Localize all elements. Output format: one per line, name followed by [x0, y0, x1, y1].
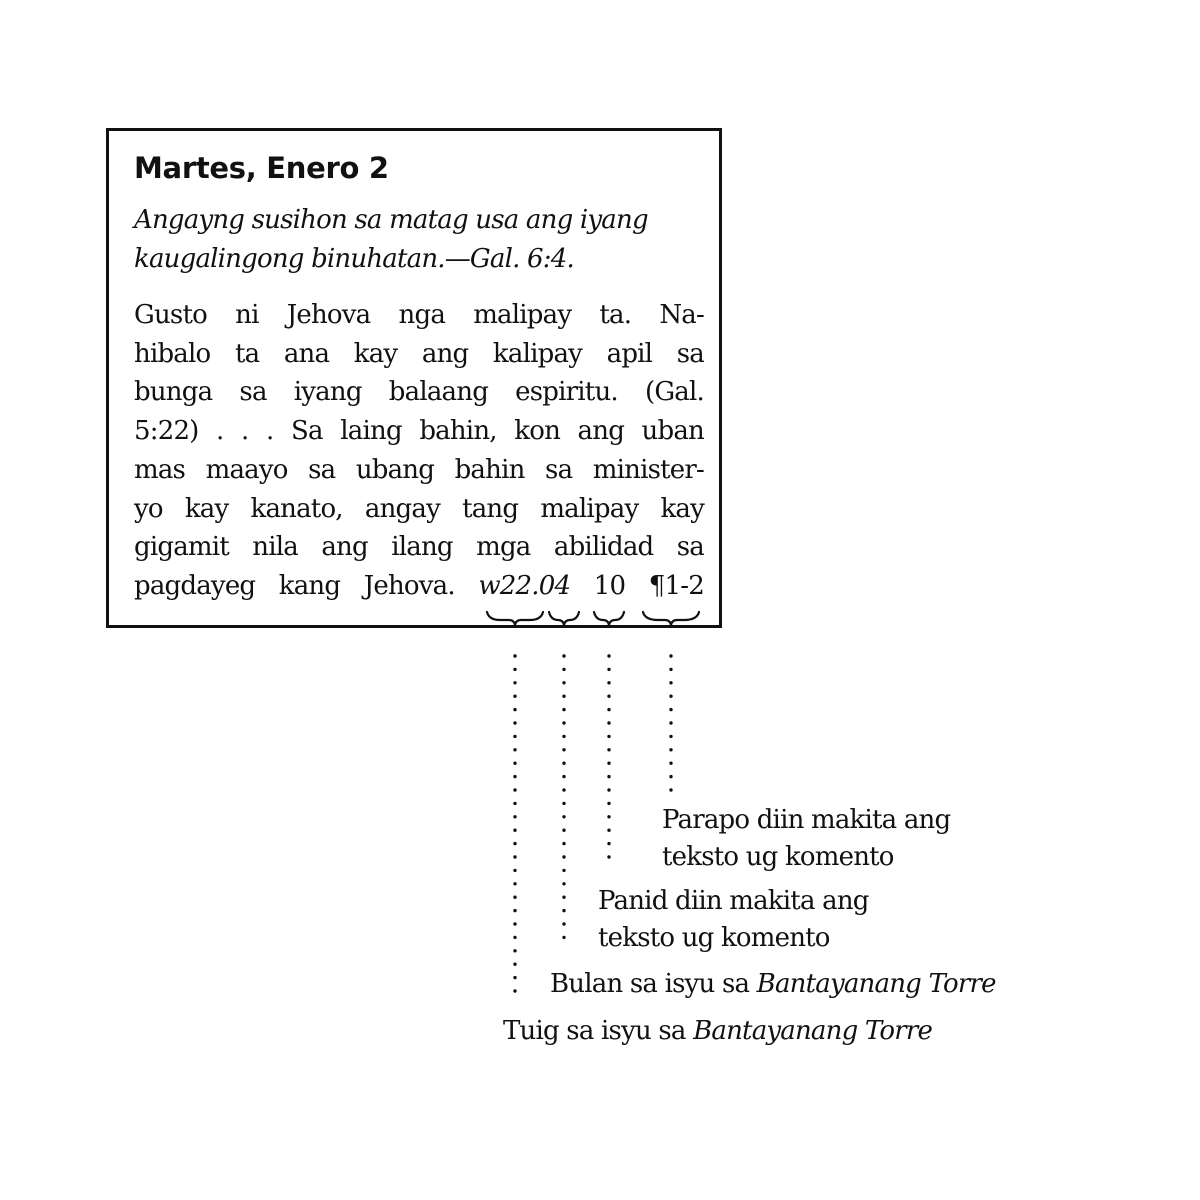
label-month-magazine: Bantayanang Torre	[756, 969, 996, 999]
comment-line: gigamit nila ang ilang mga abilidad sa	[134, 532, 704, 563]
label-paragraph-line2: teksto ug komento	[662, 842, 894, 872]
comment-text	[134, 296, 704, 606]
label-paragraph	[662, 802, 950, 876]
theme-scripture	[134, 201, 704, 279]
label-paragraph-line1: Parapo diin makita ang	[662, 805, 951, 835]
label-page	[598, 883, 869, 957]
comment-line: 5:22) . . . Sa laing bahin, kon ang uban	[134, 416, 704, 447]
label-page-line2: teksto ug komento	[598, 923, 830, 953]
comment-last-line	[134, 567, 704, 606]
comment-line-end: pagdayeg kang Jehova.	[134, 570, 455, 601]
date-heading: Martes, Enero 2	[134, 151, 389, 185]
label-year	[503, 1013, 932, 1050]
reference-page: 10	[593, 570, 626, 601]
comment-line: hibalo ta ana kay ang kalipay apil sa	[134, 338, 704, 369]
verse-line: kaugalingong binuhatan.—Gal. 6:4.	[134, 244, 574, 274]
label-year-text: Tuig sa isyu sa	[503, 1016, 686, 1046]
label-month-text: Bulan sa isyu sa	[550, 969, 750, 999]
comment-line: mas maayo sa ubang bahin sa minister-	[134, 454, 704, 485]
reference-year-month: w22.04	[478, 570, 571, 601]
reference-paragraphs: ¶1-2	[648, 570, 704, 601]
label-month	[550, 966, 996, 1003]
label-page-line1: Panid diin makita ang	[598, 886, 869, 916]
comment-line: Gusto ni Jehova nga malipay ta. Na-	[134, 300, 704, 330]
comment-line: yo kay kanato, angay tang malipay kay	[134, 493, 704, 524]
daily-text-entry	[106, 128, 722, 628]
label-year-magazine: Bantayanang Torre	[693, 1016, 933, 1046]
verse-line: Angayng susihon sa matag usa ang iyang	[134, 205, 648, 235]
comment-line: bunga sa iyang balaang espiritu. (Gal.	[134, 377, 704, 408]
